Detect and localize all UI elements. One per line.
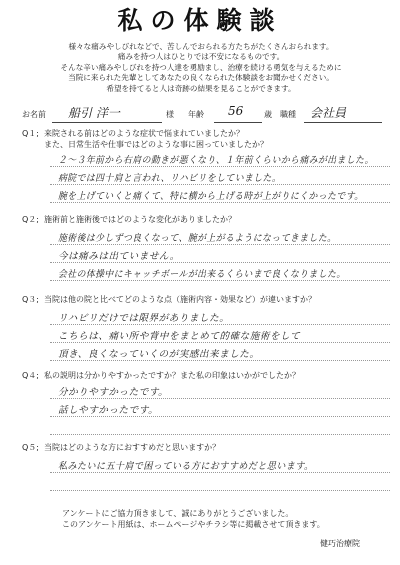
answer-rule [50, 262, 390, 263]
name-label: お名前 [22, 110, 46, 119]
question-text: 施術前と施術後ではどのような変化がありましたか？ [44, 215, 236, 224]
question-number: Q３; [22, 295, 39, 304]
answer-rule [50, 166, 390, 167]
answer-line: 私みたいに五十肩で困っている方におすすめだと思います。 [58, 461, 314, 472]
question-number: Q２; [22, 215, 39, 224]
answer-line: 施術後は少しずつ良くなって、腕が上がるようになってきました。 [58, 233, 337, 244]
answer-rule [50, 434, 390, 435]
answer-line: リハビリだけでは限界がありました。 [58, 313, 230, 324]
answer-rule [50, 202, 390, 203]
name-underline [52, 122, 162, 123]
answer-rule [50, 342, 390, 343]
question-1 [22, 128, 268, 150]
answer-rule [50, 472, 390, 473]
answer-rule [50, 244, 390, 245]
job-label: 職種 [280, 110, 296, 119]
answer-line: 話しやすかったです。 [58, 405, 159, 416]
question-5 [22, 442, 220, 453]
answer-rule [50, 416, 390, 417]
question-text: 当院は他の院と比べてどのような点（施術内容・効果など）が違いますか？ [44, 295, 316, 304]
answer-line: 会社の体操中にキャッチボールが出来るくらいまで良くなりました。 [58, 269, 346, 280]
question-4 [22, 370, 300, 381]
question-text: 当院はどのような方におすすめだと思いますか？ [44, 443, 221, 452]
age-underline [214, 122, 262, 123]
question-text: また、日常生活や仕事ではどのような事に困っていましたか？ [44, 140, 268, 149]
intro-line: 希望を持てると人は奇跡の結果を見ることができます。 [106, 83, 296, 93]
question-text: 来院される前はどのような症状で悩まれていましたか？ [44, 129, 244, 138]
footer-line: アンケートにご協力頂きまして、誠にありがとうございました。 [62, 509, 294, 518]
intro-line: 様々な痛みやしびれなどで、苦しんでおられる方たちがたくさんおられます。 [68, 42, 334, 51]
answer-line: 頂き、良くなっていくのが実感出来ました。 [58, 349, 260, 360]
thank-you-note [62, 508, 362, 530]
answer-rule [50, 360, 390, 361]
honorific: 様 [166, 110, 174, 119]
clinic-name: 健巧治療院 [320, 539, 360, 548]
age-label: 年齢 [188, 110, 204, 119]
page-title: 私の体験談 [117, 6, 283, 35]
intro-text [30, 42, 372, 94]
question-text: 私の説明は分かりやすかったですか？また私の印象はいかがでしたか？ [44, 371, 300, 380]
answer-rule [50, 324, 390, 325]
question-number: Q５; [22, 443, 39, 452]
answer-line: 今は痛みは出ていません。 [58, 251, 180, 262]
question-2 [22, 214, 236, 225]
age-unit: 歳 [264, 110, 272, 119]
answer-rule [50, 490, 390, 491]
intro-line: そんな辛い痛みやしびれを持つ人達を勇励まし、治療を続ける勇気を与えるために [60, 62, 342, 72]
answer-line: ２〜３年前から右肩の動きが悪くなり、１年前くらいから痛みが出ました。 [58, 155, 374, 166]
answer-line: 病院では四十肩と言われ、リハビリをしていました。 [58, 173, 282, 184]
question-number: Q１; [22, 129, 39, 138]
intro-line: 当院に来られた先輩としてあなたの良くなられた体験談をお聞かせください。 [68, 73, 334, 83]
question-3 [22, 294, 316, 305]
question-number: Q４; [22, 371, 39, 380]
answer-rule [50, 184, 390, 185]
job-underline [304, 122, 382, 123]
answer-line: 分かりやすかったです。 [58, 387, 169, 398]
answer-line: 腕を上げていくと痛くて、特に横から上げる時が上がりにくかったです。 [58, 191, 364, 202]
intro-line: 痛みを持つ人はひとりでは不安になるものです。 [117, 52, 285, 62]
job-value: 会社員 [310, 106, 347, 120]
answer-line: こちらは、痛い所や背中をまとめて的確な施術をして [58, 331, 301, 342]
answer-rule [50, 280, 390, 281]
age-value: 56 [228, 104, 244, 118]
answer-rule [50, 398, 390, 399]
respondent-info [18, 106, 386, 124]
footer-line: このアンケート用紙は、ホームページやチラシ等に掲載させて頂きます。 [62, 520, 325, 529]
name-value: 船引 洋一 [68, 106, 120, 120]
